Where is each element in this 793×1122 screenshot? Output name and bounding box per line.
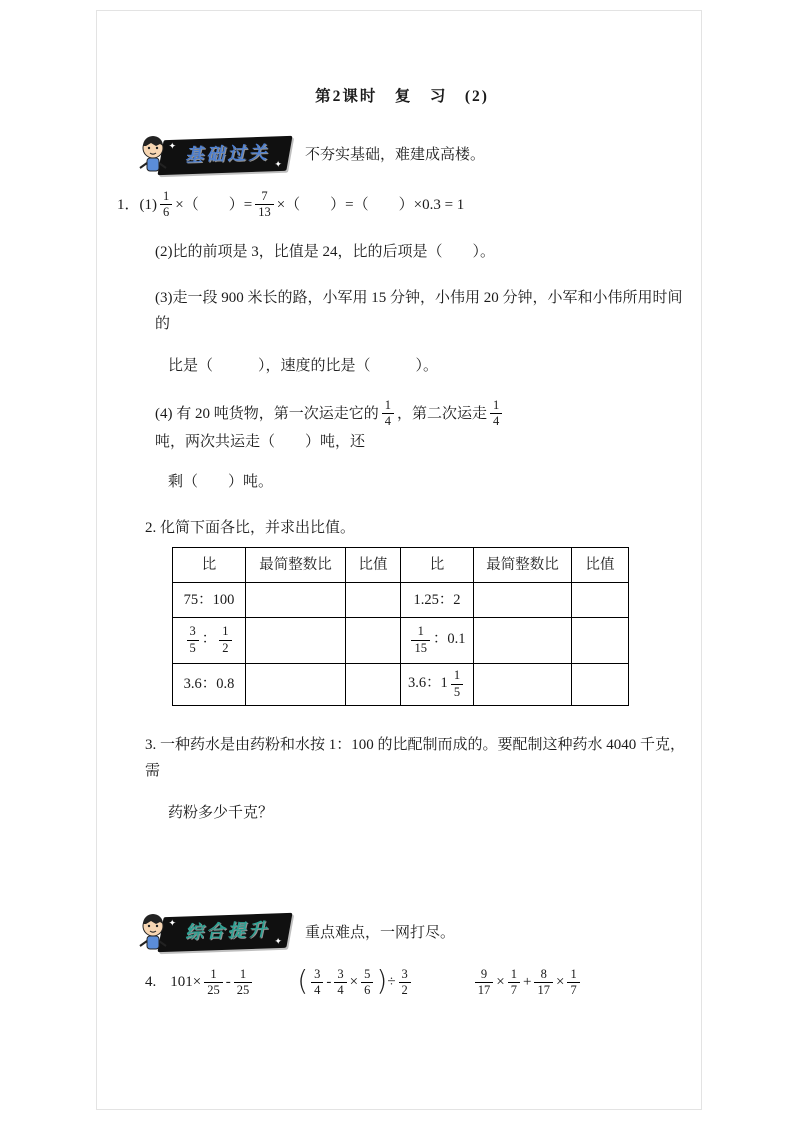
fraction-1-4: $\frac{1}{4}$: [490, 399, 502, 428]
minus-operator: -: [326, 974, 332, 991]
plus-operator: +: [523, 974, 532, 991]
fraction-9-17: $\frac{9}{17}$: [475, 968, 494, 997]
fraction-3-5: $\frac{3}{5}$: [187, 625, 199, 654]
expression-3: [472, 968, 583, 997]
multiply-operator: ×: [555, 974, 565, 991]
problem-4-number: 4.: [145, 974, 157, 991]
problem-2-number: 2.: [145, 519, 157, 536]
section-advanced-header: [135, 910, 687, 956]
problem-4: [145, 964, 687, 998]
worksheet-content: [117, 84, 687, 997]
problem-3-line-1: [145, 732, 687, 784]
table-cell-empty: [346, 663, 401, 705]
problem-2-text: 化简下面各比，并求出比值。: [160, 519, 356, 536]
page-title: 第2课时 复 习 (2): [315, 88, 489, 105]
mixed-number-integer: 3.6：1: [407, 675, 448, 692]
ratio-colon: ：: [201, 631, 217, 648]
table-cell-empty: [474, 617, 572, 663]
table-cell-empty: [572, 582, 629, 617]
problem-1-part-4-line-2: 剩（ ）吨。: [168, 473, 274, 490]
fraction-3-2: $\frac{3}{2}$: [399, 968, 411, 997]
problem-3-number: 3.: [145, 736, 157, 753]
table-row: [173, 663, 629, 705]
problem-1-number: 1．: [117, 196, 140, 213]
problem-3-text-line-1: 一种药水是由药粉和水按 1：100 的比配制而成的。要配制这种药水 4040 千克，需: [145, 736, 686, 779]
multiply-operator: ×: [349, 974, 359, 991]
table-cell-empty: [474, 663, 572, 705]
advanced-banner: [135, 911, 289, 955]
problem-2-heading: [145, 515, 687, 541]
multiply-operator: ×: [496, 974, 505, 991]
fraction-3-4: $\frac{3}{4}$: [334, 968, 346, 997]
ratio-rest: ：0.1: [432, 631, 466, 648]
table-cell-empty: [572, 663, 629, 705]
divide-operator: ÷: [387, 974, 396, 991]
table-cell-ratio: 1.25：2: [401, 582, 474, 617]
ratio-table-header-row: [173, 547, 629, 582]
table-cell-empty: [474, 582, 572, 617]
problem-1-1-mid: ×（ ）=: [175, 196, 253, 213]
expr1-prefix: 101×: [170, 974, 202, 991]
problem-1-4-prefix: (4) 有 20 吨货物，第一次运走它的: [155, 405, 379, 422]
basics-banner-background: [157, 135, 292, 174]
table-cell-ratio: [401, 617, 474, 663]
sparkle-icon: ✦: [274, 158, 283, 169]
basics-banner-label: 基础过关: [184, 142, 270, 165]
mascot-boy-icon: [135, 133, 171, 177]
fraction-8-17: $\frac{8}{17}$: [534, 968, 553, 997]
advanced-motto: 重点难点，一网打尽。: [305, 924, 456, 941]
problem-1-1-prefix: (1): [139, 196, 158, 213]
table-cell-empty: [246, 663, 346, 705]
problem-1-1-tail: ×（ ）=（ ）×0.3 = 1: [276, 196, 465, 213]
table-cell-empty: [346, 617, 401, 663]
fraction-1-4: $\frac{1}{4}$: [382, 399, 394, 428]
fraction-1-5: $\frac{1}{5}$: [451, 669, 463, 698]
problem-1-part-2: (2)比的前项是 3，比值是 24，比的后项是（ ）。: [155, 244, 495, 261]
column-header-simplest-ratio: 最简整数比: [246, 547, 346, 582]
fraction-7-13: $\frac{7}{13}$: [255, 190, 274, 219]
problem-1-part-4-line-1: [155, 399, 687, 454]
table-cell-ratio: [401, 663, 474, 705]
column-header-ratio: 比: [401, 547, 474, 582]
fraction-1-6: $\frac{1}{6}$: [160, 190, 172, 219]
sparkle-icon: ✦: [168, 140, 177, 151]
fraction-1-25: $\frac{1}{25}$: [204, 968, 223, 997]
section-basics-header: [135, 132, 687, 178]
mascot-boy-icon: [135, 911, 171, 955]
column-header-ratio-value: 比值: [346, 547, 401, 582]
basics-banner: [135, 133, 289, 177]
fraction-5-6: $\frac{5}{6}$: [361, 968, 373, 997]
ratio-table: [172, 547, 629, 706]
table-cell-empty: [246, 582, 346, 617]
table-cell-empty: [246, 617, 346, 663]
table-cell-empty: [346, 582, 401, 617]
minus-operator: -: [225, 974, 231, 991]
table-cell-ratio: [173, 617, 246, 663]
table-cell-ratio: 75：100: [173, 582, 246, 617]
expression-2: ( $\frac{3}{4}$ - $\frac{3}{4}$ × $\frac{5}{6}$ ) ÷ $\frac{3}{2}$: [297, 968, 414, 997]
sparkle-icon: ✦: [274, 935, 283, 947]
problem-1-part-3-line-1: (3)走一段 900 米长的路，小军用 15 分钟，小伟用 20 分钟，小军和小伟所用时间的: [155, 290, 683, 333]
fraction-1-15: $\frac{1}{15}$: [411, 625, 430, 654]
column-header-ratio-value: 比值: [572, 547, 629, 582]
fraction-3-4: $\frac{3}{4}$: [311, 968, 323, 997]
problem-1-4-mid: ，第二次运走: [397, 405, 488, 422]
table-row: [173, 617, 629, 663]
table-cell-empty: [572, 617, 629, 663]
spacer: [117, 706, 687, 732]
advanced-banner-label: 综合提升: [184, 919, 270, 943]
fraction-1-25: $\frac{1}{25}$: [234, 968, 253, 997]
advanced-banner-background: [157, 913, 292, 952]
fraction-1-7: $\frac{1}{7}$: [508, 968, 520, 997]
table-cell-ratio: 3.6：0.8: [173, 663, 246, 705]
column-header-simplest-ratio: 最简整数比: [474, 547, 572, 582]
fraction-1-2: $\frac{1}{2}$: [219, 625, 231, 654]
problem-1-part-3-line-2: 比是（ ），速度的比是（ ）。: [168, 358, 439, 375]
basics-motto: 不夯实基础，难建成高楼。: [305, 147, 486, 163]
fraction-1-7: $\frac{1}{7}$: [567, 968, 579, 997]
spacer: [117, 846, 687, 910]
expression-1: [170, 968, 255, 997]
problem-1-4-tail: 吨，两次共运走（ ）吨，还: [155, 433, 366, 450]
problem-3-line-2: 药粉多少千克？: [168, 804, 274, 821]
column-header-ratio: 比: [173, 547, 246, 582]
sparkle-icon: ✦: [168, 917, 177, 928]
problem-1-part-1: [117, 190, 687, 219]
table-row: [173, 582, 629, 617]
